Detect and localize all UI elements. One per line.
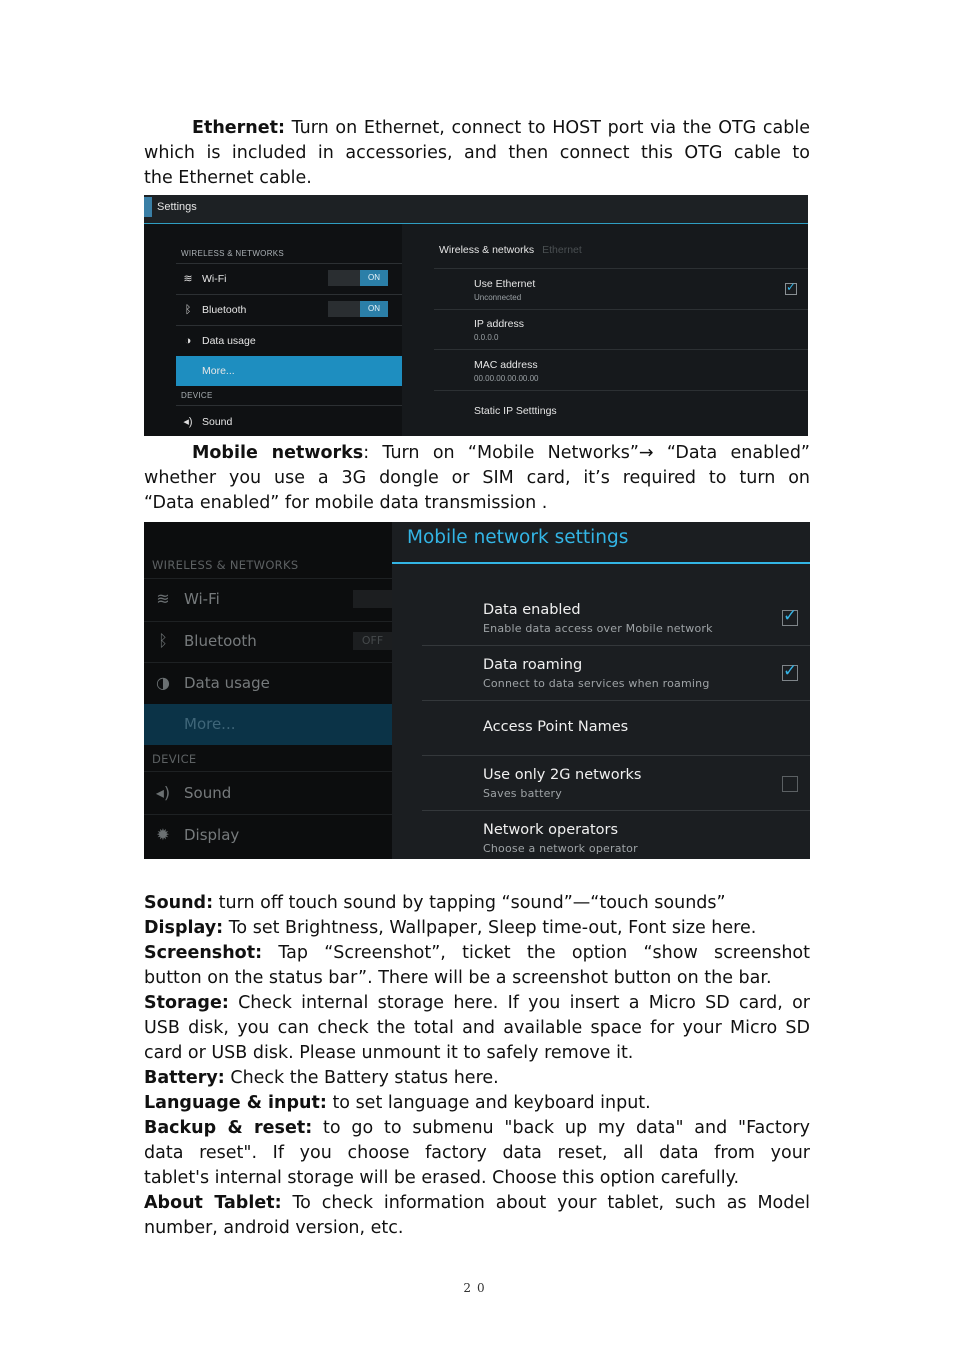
sidebar-item-label: Bluetooth	[184, 632, 257, 650]
data-enabled-checkbox[interactable]	[782, 610, 798, 626]
mac-address-value: 00.00.00.00.00.00	[474, 374, 539, 383]
divider	[422, 755, 810, 756]
display-icon: ✹	[156, 825, 170, 844]
divider	[434, 309, 808, 310]
screenshot-description: Screenshot: Tap “Screenshot”, ticket the option “show screenshot	[144, 943, 810, 963]
divider	[434, 349, 808, 350]
network-operators-title[interactable]: Network operators	[483, 822, 619, 838]
mobile-network-panel	[392, 522, 810, 859]
bluetooth-icon: ᛒ	[184, 304, 192, 316]
use-ethernet-checkbox[interactable]	[785, 283, 797, 295]
sidebar-item-bluetooth[interactable]	[144, 621, 392, 662]
ethernet-panel	[402, 224, 808, 436]
sidebar-item-display[interactable]	[144, 815, 392, 856]
sidebar-item-label: More...	[184, 715, 236, 733]
divider	[176, 405, 402, 406]
data-roaming-summary: Connect to data services when roaming	[483, 677, 710, 690]
ethernet-label: Ethernet:	[192, 118, 285, 138]
ethernet-paragraph	[144, 116, 810, 191]
data-roaming-title[interactable]: Data roaming	[483, 657, 583, 673]
network-operators-summary: Choose a network operator	[483, 842, 638, 855]
divider	[422, 645, 810, 646]
breadcrumb-sub[interactable]: Ethernet	[542, 244, 582, 256]
section-header-device: DEVICE	[152, 752, 197, 766]
sound-icon: ◂)	[183, 416, 193, 428]
mobile-line-1: Mobile networks: Turn on “Mobile Networks”→ “Data enabled”	[192, 443, 810, 463]
storage-description: Storage: Check internal storage here. If you insert a Micro SD card, or	[144, 993, 810, 1013]
wifi-icon: ≋	[156, 589, 170, 608]
screenshot-description-cont: button on the status bar”. There will be a screenshot button on the bar.	[144, 968, 772, 988]
wifi-icon: ≋	[183, 273, 193, 285]
sidebar-item-label: Wi-Fi	[202, 273, 227, 285]
backup-description-cont: data reset". If you choose factory data reset, all data from your	[144, 1143, 810, 1163]
wifi-toggle[interactable]	[353, 590, 392, 608]
language-description: Language & input: to set language and keyboard input.	[144, 1093, 651, 1113]
ethernet-line-1: Ethernet: Turn on Ethernet, connect to HOST port via the OTG cable	[192, 118, 810, 138]
divider	[422, 700, 810, 701]
settings-titlebar	[144, 195, 808, 224]
sidebar-item-data-usage[interactable]	[144, 663, 392, 704]
ethernet-settings-screenshot	[144, 195, 808, 436]
page-number: 20	[463, 1281, 491, 1295]
use-ethernet-status: Unconnected	[474, 293, 522, 302]
ip-address-value: 0.0.0.0	[474, 333, 499, 342]
about-description-cont: number, android version, etc.	[144, 1218, 404, 1238]
mobile-label: Mobile networks	[192, 443, 364, 463]
use-only-2g-title[interactable]: Use only 2G networks	[483, 767, 642, 783]
storage-description-cont: card or USB disk. Please unmount it to safely remove it.	[144, 1043, 634, 1063]
section-header-wireless: WIRELESS & NETWORKS	[152, 558, 299, 572]
use-ethernet-title[interactable]: Use Ethernet	[474, 278, 536, 290]
bluetooth-icon: ᛒ	[158, 631, 168, 650]
sound-description: Sound: turn off touch sound by tapping “sound”—“touch sounds”	[144, 893, 726, 913]
settings-title: Settings	[157, 201, 197, 213]
breadcrumb-current[interactable]: Wireless & networks	[439, 244, 535, 256]
battery-description: Battery: Check the Battery status here.	[144, 1068, 499, 1088]
display-description: Display: To set Brightness, Wallpaper, Sleep time-out, Font size here.	[144, 918, 757, 938]
storage-description-cont: USB disk, you can check the total and available space for your Micro SD	[144, 1018, 810, 1038]
breadcrumb	[439, 244, 582, 256]
sidebar-item-label: Bluetooth	[202, 304, 247, 316]
settings-descriptions	[144, 891, 810, 1241]
sidebar-item-label: Display	[184, 826, 240, 844]
use-only-2g-summary: Saves battery	[483, 787, 562, 800]
divider	[422, 810, 810, 811]
divider	[144, 771, 392, 772]
section-header-device: DEVICE	[181, 391, 213, 400]
title-underline	[392, 562, 810, 564]
backup-description: Backup & reset: to go to submenu "back up my data" and "Factory	[144, 1118, 810, 1138]
sidebar-item-sound[interactable]	[176, 407, 402, 436]
sidebar-item-bluetooth[interactable]	[176, 295, 402, 325]
wifi-toggle[interactable]: ON	[328, 270, 388, 286]
sound-icon: ◂)	[155, 783, 171, 802]
data-enabled-summary: Enable data access over Mobile network	[483, 622, 713, 635]
divider	[434, 268, 808, 269]
sidebar-item-data-usage[interactable]	[176, 326, 402, 356]
mac-address-title: MAC address	[474, 359, 538, 371]
backup-description-cont: tablet's internal storage will be erased. Choose this option carefully.	[144, 1168, 740, 1188]
mobile-networks-paragraph	[144, 441, 810, 516]
sidebar-item-more[interactable]	[144, 704, 392, 745]
data-roaming-checkbox[interactable]	[782, 665, 798, 681]
section-header-wireless: WIRELESS & NETWORKS	[181, 249, 285, 258]
use-only-2g-checkbox[interactable]	[782, 776, 798, 792]
ip-address-title: IP address	[474, 318, 525, 330]
ethernet-line-3: the Ethernet cable.	[144, 168, 312, 188]
static-ip-settings[interactable]: Static IP Setttings	[474, 405, 557, 417]
sidebar-item-wifi[interactable]	[176, 264, 402, 294]
bluetooth-toggle[interactable]: ON	[328, 301, 388, 317]
page-title: Mobile network settings	[407, 527, 629, 548]
about-description: About Tablet: To check information about your tablet, such as Model	[144, 1193, 810, 1213]
sidebar-item-label: More...	[202, 365, 235, 377]
sidebar-item-wifi[interactable]	[144, 579, 392, 620]
mobile-line-2: whether you use a 3G dongle or SIM card, it’s required to turn on	[144, 468, 810, 488]
sidebar-item-label: Wi-Fi	[184, 590, 220, 608]
sidebar-item-label: Data usage	[184, 674, 270, 692]
mobile-network-settings-screenshot	[144, 522, 810, 859]
data-usage-icon: ◑	[184, 335, 192, 347]
bluetooth-toggle[interactable]: OFF	[353, 632, 392, 650]
mobile-line-3: “Data enabled” for mobile data transmission .	[144, 493, 548, 513]
data-usage-icon: ◑	[156, 673, 170, 692]
sidebar-item-sound[interactable]	[144, 773, 392, 814]
sidebar-item-label: Sound	[202, 416, 233, 428]
ethernet-line-2: which is included in accessories, and then connect this OTG cable to	[144, 143, 810, 163]
settings-app-icon	[144, 197, 152, 217]
settings-sidebar	[144, 224, 402, 436]
sidebar-item-label: Sound	[184, 784, 232, 802]
settings-sidebar	[144, 522, 392, 859]
sidebar-item-label: Data usage	[202, 335, 256, 347]
data-enabled-title[interactable]: Data enabled	[483, 602, 581, 618]
sidebar-item-more[interactable]	[176, 356, 402, 386]
access-point-names[interactable]: Access Point Names	[483, 719, 629, 735]
divider	[434, 390, 808, 391]
